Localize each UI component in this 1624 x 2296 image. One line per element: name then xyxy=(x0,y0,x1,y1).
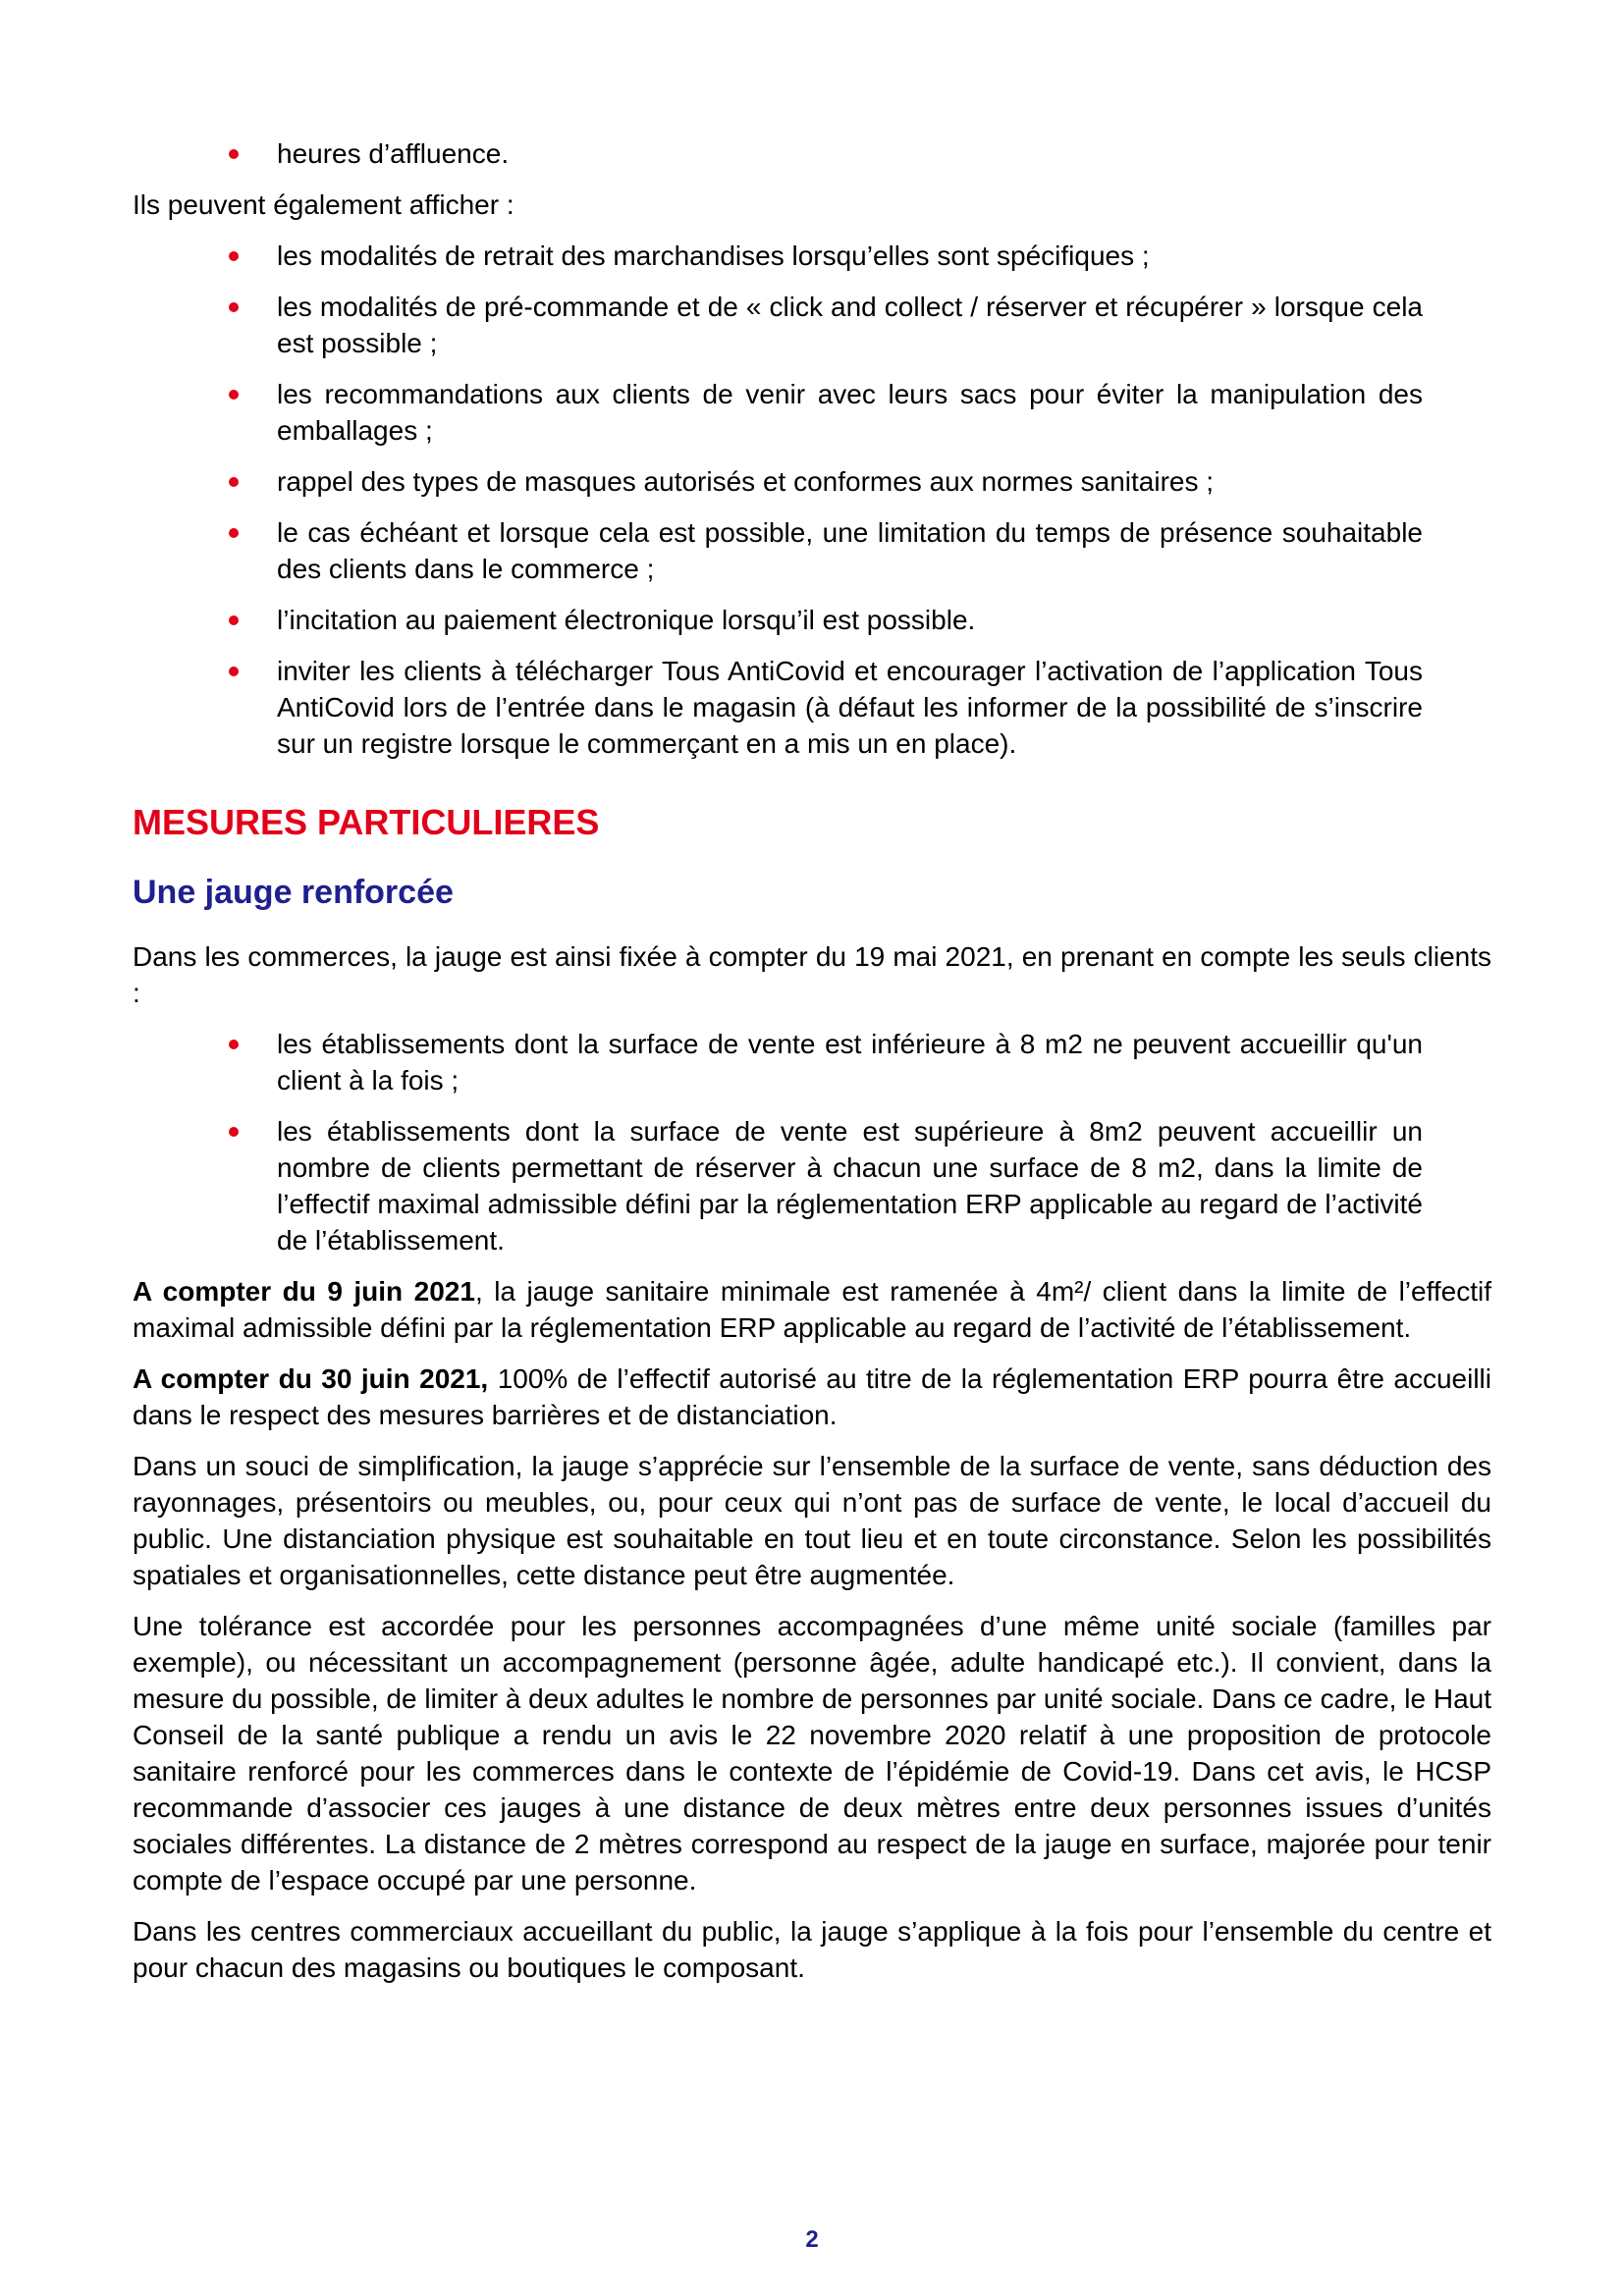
bullet-icon xyxy=(229,667,239,676)
bullet-icon xyxy=(229,1040,239,1049)
bullet-list-top xyxy=(133,135,1491,172)
list-item-text: l’incitation au paiement électronique lorsqu’il est possible. xyxy=(277,605,976,635)
list-item-text: les établissements dont la surface de vente est supérieure à 8m2 peuvent accueillir un nombre de clients permettant de réserver à chacun une surface de 8 m2, dans la limite de l’effectif maximal admissible défini par la réglementation ERP applicable au regard de l’activité de l’établissement. xyxy=(277,1116,1423,1256)
list-item xyxy=(133,289,1491,361)
bullet-icon xyxy=(229,1127,239,1137)
list-item-text: les établissements dont la surface de vente est inférieure à 8 m2 ne peuvent accueillir qu'un client à la fois ; xyxy=(277,1029,1423,1096)
bullet-icon xyxy=(229,149,239,159)
paragraph-jauge-intro: Dans les commerces, la jauge est ainsi fixée à compter du 19 mai 2021, en prenant en compte les seuls clients : xyxy=(133,941,1491,1009)
list-item xyxy=(133,238,1491,274)
list-item xyxy=(133,1026,1491,1098)
list-item-text: les modalités de pré-commande et de « click and collect / réserver et récupérer » lorsque cela est possible ; xyxy=(277,292,1423,358)
subsection-heading-jauge: Une jauge renforcée xyxy=(133,874,454,912)
list-item-text: heures d’affluence. xyxy=(277,138,510,169)
bullet-list-jauge xyxy=(133,1026,1491,1258)
paragraph-30-juin-text: 100% de l’effectif autorisé au titre de la réglementation ERP pourra être accueilli dans le respect des mesures barrières et de distanciation. xyxy=(133,1363,1492,1431)
paragraph-30-juin-date: A compter du 30 juin 2021, xyxy=(133,1363,489,1395)
bullet-icon xyxy=(229,302,239,312)
paragraph-9-juin-date: A compter du 9 juin 2021 xyxy=(133,1276,475,1308)
list-item xyxy=(133,135,1491,172)
list-item-text: rappel des types de masques autorisés et conformes aux normes sanitaires ; xyxy=(277,466,1215,497)
bullet-icon xyxy=(229,615,239,625)
list-item xyxy=(133,602,1491,638)
list-item xyxy=(133,514,1491,587)
list-item xyxy=(133,653,1491,762)
paragraph-30-juin xyxy=(133,1361,1491,1433)
list-item xyxy=(133,463,1491,500)
list-item-text: le cas échéant et lorsque cela est possible, une limitation du temps de présence souhaitable des clients dans le commerce ; xyxy=(277,517,1423,584)
intro-afficher: Ils peuvent également afficher : xyxy=(133,189,514,220)
paragraph-simplification: Dans un souci de simplification, la jauge s’apprécie sur l’ensemble de la surface de vente, sans déduction des rayonnages, présentoirs ou meubles, ou, pour ceux qui n’ont pas de surface de vente, le local d’accueil du public. Une distanciation physique est souhaitable en tout lieu et en toute circonstance. Selon les possibilités spatiales et organisationnelles, cette distance peut être augmentée. xyxy=(133,1451,1491,1591)
list-item-text: les modalités de retrait des marchandises lorsqu’elles sont spécifiques ; xyxy=(277,240,1150,271)
page-number: 2 xyxy=(805,2226,819,2253)
paragraph-9-juin-text: , la jauge sanitaire minimale est ramenée à 4m²/ client dans la limite de l’effectif maximal admissible défini par la réglementation ERP applicable au regard de l’activité de l’établissement. xyxy=(133,1276,1491,1344)
bullet-list-afficher xyxy=(133,238,1491,762)
section-heading-mesures: MESURES PARTICULIERES xyxy=(133,802,600,842)
bullet-icon xyxy=(229,390,239,400)
paragraph-centres-commerciaux: Dans les centres commerciaux accueillant du public, la jauge s’applique à la fois pour l’ensemble du centre et pour chacun des magasins ou boutiques le composant. xyxy=(133,1916,1491,1984)
bullet-icon xyxy=(229,477,239,487)
list-item-text: inviter les clients à télécharger Tous AntiCovid et encourager l’activation de l’application Tous AntiCovid lors de l’entrée dans le magasin (à défaut les informer de la possibilité de s’inscrire sur un registre lorsque le commerçant en a mis un en place). xyxy=(277,656,1423,759)
list-item-text: les recommandations aux clients de venir avec leurs sacs pour éviter la manipulation des emballages ; xyxy=(277,379,1423,446)
list-item xyxy=(133,1113,1491,1258)
bullet-icon xyxy=(229,251,239,261)
paragraph-9-juin xyxy=(133,1273,1491,1346)
bullet-icon xyxy=(229,528,239,538)
list-item xyxy=(133,376,1491,449)
paragraph-tolerance: Une tolérance est accordée pour les personnes accompagnées d’une même unité sociale (familles par exemple), ou nécessitant un accompagnement (personne âgée, adulte handicapé etc.). Il convient, dans la mesure du possible, de limiter à deux adultes le nombre de personnes par unité sociale. Dans ce cadre, le Haut Conseil de la santé publique a rendu un avis le 22 novembre 2020 relatif à une proposition de protocole sanitaire renforcé pour les commerces dans le contexte de l’épidémie de Covid-19. Dans cet avis, le HCSP recommande d’associer ces jauges à une distance de deux mètres entre deux personnes issues d’unités sociales différentes. La distance de 2 mètres correspond au respect de la jauge en surface, majorée pour tenir compte de l’espace occupé par une personne. xyxy=(133,1611,1491,1896)
